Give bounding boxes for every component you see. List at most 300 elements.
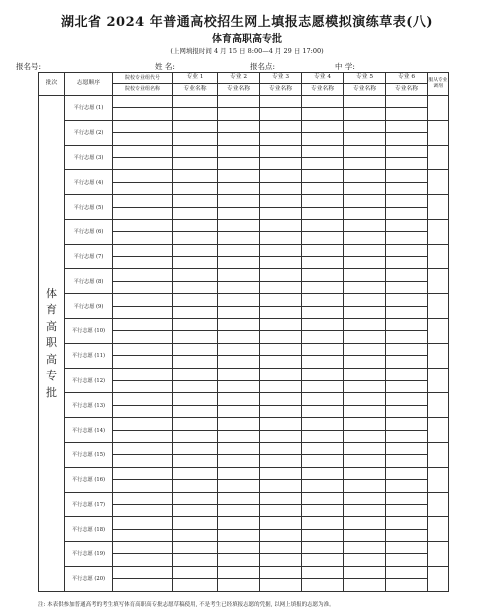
major-name-field[interactable] [386, 381, 428, 393]
major-code-field[interactable] [260, 170, 302, 182]
major-name-field[interactable] [344, 480, 386, 492]
major-code-field[interactable] [302, 170, 344, 182]
major-name-field[interactable] [302, 356, 344, 368]
major-name-field[interactable] [218, 455, 260, 467]
major-code-field[interactable] [344, 195, 386, 207]
major-name-field[interactable] [386, 356, 428, 368]
major-name-field[interactable] [260, 381, 302, 393]
major-name-field[interactable] [344, 430, 386, 442]
major-name-field[interactable] [302, 133, 344, 145]
major-code-field[interactable] [173, 219, 218, 231]
major-name-field[interactable] [302, 281, 344, 293]
major-name-field[interactable] [218, 554, 260, 566]
major-name-field[interactable] [302, 257, 344, 269]
major-name-field[interactable] [173, 306, 218, 318]
major-name-field[interactable] [260, 405, 302, 417]
group-name-field[interactable] [113, 133, 173, 145]
major-code-field[interactable] [173, 269, 218, 281]
major-code-field[interactable] [344, 517, 386, 529]
major-name-field[interactable] [173, 157, 218, 169]
major-code-field[interactable] [173, 145, 218, 157]
major-code-field[interactable] [218, 418, 260, 430]
major-name-field[interactable] [173, 281, 218, 293]
group-name-field[interactable] [113, 356, 173, 368]
adjust-field[interactable] [428, 244, 449, 269]
major-code-field[interactable] [302, 393, 344, 405]
major-code-field[interactable] [302, 96, 344, 108]
group-name-field[interactable] [113, 257, 173, 269]
major-code-field[interactable] [302, 294, 344, 306]
major-name-field[interactable] [302, 232, 344, 244]
major-code-field[interactable] [386, 294, 428, 306]
major-code-field[interactable] [260, 542, 302, 554]
group-code-field[interactable] [113, 269, 173, 281]
major-name-field[interactable] [260, 108, 302, 120]
major-name-field[interactable] [218, 430, 260, 442]
major-code-field[interactable] [260, 195, 302, 207]
major-code-field[interactable] [302, 492, 344, 504]
group-code-field[interactable] [113, 145, 173, 157]
major-name-field[interactable] [260, 579, 302, 592]
major-code-field[interactable] [218, 219, 260, 231]
major-code-field[interactable] [302, 517, 344, 529]
group-code-field[interactable] [113, 542, 173, 554]
adjust-field[interactable] [428, 542, 449, 567]
major-name-field[interactable] [218, 529, 260, 541]
major-code-field[interactable] [344, 566, 386, 578]
adjust-field[interactable] [428, 294, 449, 319]
major-code-field[interactable] [218, 368, 260, 380]
major-name-field[interactable] [218, 232, 260, 244]
major-code-field[interactable] [173, 393, 218, 405]
major-name-field[interactable] [218, 331, 260, 343]
major-code-field[interactable] [260, 294, 302, 306]
major-name-field[interactable] [302, 579, 344, 592]
major-code-field[interactable] [344, 418, 386, 430]
major-code-field[interactable] [218, 442, 260, 454]
major-code-field[interactable] [173, 517, 218, 529]
major-code-field[interactable] [386, 120, 428, 132]
major-code-field[interactable] [218, 269, 260, 281]
major-code-field[interactable] [260, 517, 302, 529]
major-code-field[interactable] [302, 120, 344, 132]
major-name-field[interactable] [302, 455, 344, 467]
major-name-field[interactable] [386, 529, 428, 541]
group-name-field[interactable] [113, 157, 173, 169]
major-code-field[interactable] [344, 319, 386, 331]
major-code-field[interactable] [302, 368, 344, 380]
major-code-field[interactable] [344, 170, 386, 182]
major-name-field[interactable] [386, 281, 428, 293]
major-code-field[interactable] [218, 393, 260, 405]
adjust-field[interactable] [428, 96, 449, 121]
major-name-field[interactable] [302, 504, 344, 516]
major-code-field[interactable] [344, 467, 386, 479]
major-name-field[interactable] [173, 182, 218, 194]
major-code-field[interactable] [218, 467, 260, 479]
adjust-field[interactable] [428, 319, 449, 344]
major-name-field[interactable] [302, 554, 344, 566]
major-code-field[interactable] [302, 467, 344, 479]
group-code-field[interactable] [113, 120, 173, 132]
adjust-field[interactable] [428, 368, 449, 393]
adjust-field[interactable] [428, 195, 449, 220]
major-code-field[interactable] [260, 566, 302, 578]
major-name-field[interactable] [386, 480, 428, 492]
group-name-field[interactable] [113, 554, 173, 566]
major-code-field[interactable] [386, 343, 428, 355]
major-code-field[interactable] [173, 542, 218, 554]
major-code-field[interactable] [386, 269, 428, 281]
major-name-field[interactable] [344, 579, 386, 592]
group-code-field[interactable] [113, 195, 173, 207]
major-code-field[interactable] [344, 96, 386, 108]
major-code-field[interactable] [173, 319, 218, 331]
major-code-field[interactable] [344, 120, 386, 132]
major-code-field[interactable] [386, 517, 428, 529]
major-name-field[interactable] [260, 455, 302, 467]
major-name-field[interactable] [386, 455, 428, 467]
major-name-field[interactable] [173, 133, 218, 145]
major-name-field[interactable] [260, 207, 302, 219]
group-name-field[interactable] [113, 455, 173, 467]
adjust-field[interactable] [428, 219, 449, 244]
major-name-field[interactable] [173, 331, 218, 343]
adjust-field[interactable] [428, 145, 449, 170]
major-code-field[interactable] [302, 319, 344, 331]
major-name-field[interactable] [302, 157, 344, 169]
major-name-field[interactable] [386, 232, 428, 244]
group-code-field[interactable] [113, 492, 173, 504]
adjust-field[interactable] [428, 393, 449, 418]
major-name-field[interactable] [344, 133, 386, 145]
major-name-field[interactable] [218, 480, 260, 492]
group-code-field[interactable] [113, 467, 173, 479]
major-code-field[interactable] [386, 195, 428, 207]
group-name-field[interactable] [113, 529, 173, 541]
major-code-field[interactable] [386, 542, 428, 554]
major-name-field[interactable] [386, 207, 428, 219]
major-name-field[interactable] [218, 381, 260, 393]
major-code-field[interactable] [344, 219, 386, 231]
major-code-field[interactable] [386, 442, 428, 454]
major-name-field[interactable] [260, 529, 302, 541]
major-name-field[interactable] [386, 579, 428, 592]
adjust-field[interactable] [428, 120, 449, 145]
major-name-field[interactable] [218, 579, 260, 592]
group-name-field[interactable] [113, 108, 173, 120]
major-name-field[interactable] [386, 133, 428, 145]
major-code-field[interactable] [386, 566, 428, 578]
adjust-field[interactable] [428, 467, 449, 492]
major-name-field[interactable] [260, 306, 302, 318]
major-name-field[interactable] [344, 331, 386, 343]
major-code-field[interactable] [260, 319, 302, 331]
major-code-field[interactable] [386, 319, 428, 331]
major-code-field[interactable] [218, 244, 260, 256]
major-code-field[interactable] [344, 269, 386, 281]
group-code-field[interactable] [113, 517, 173, 529]
major-code-field[interactable] [302, 442, 344, 454]
group-code-field[interactable] [113, 319, 173, 331]
major-code-field[interactable] [173, 343, 218, 355]
major-code-field[interactable] [302, 244, 344, 256]
major-code-field[interactable] [260, 467, 302, 479]
major-name-field[interactable] [173, 381, 218, 393]
major-code-field[interactable] [344, 542, 386, 554]
major-code-field[interactable] [302, 195, 344, 207]
group-code-field[interactable] [113, 418, 173, 430]
group-code-field[interactable] [113, 170, 173, 182]
major-code-field[interactable] [260, 368, 302, 380]
group-name-field[interactable] [113, 281, 173, 293]
major-code-field[interactable] [173, 294, 218, 306]
major-code-field[interactable] [173, 195, 218, 207]
major-code-field[interactable] [386, 170, 428, 182]
major-name-field[interactable] [260, 480, 302, 492]
major-code-field[interactable] [260, 96, 302, 108]
major-code-field[interactable] [302, 269, 344, 281]
major-code-field[interactable] [218, 120, 260, 132]
major-code-field[interactable] [386, 467, 428, 479]
major-name-field[interactable] [173, 554, 218, 566]
major-code-field[interactable] [344, 442, 386, 454]
major-name-field[interactable] [218, 207, 260, 219]
major-code-field[interactable] [260, 393, 302, 405]
major-name-field[interactable] [386, 430, 428, 442]
major-code-field[interactable] [173, 170, 218, 182]
major-name-field[interactable] [173, 430, 218, 442]
group-code-field[interactable] [113, 566, 173, 578]
major-name-field[interactable] [173, 232, 218, 244]
group-name-field[interactable] [113, 182, 173, 194]
major-code-field[interactable] [386, 393, 428, 405]
major-name-field[interactable] [260, 430, 302, 442]
major-name-field[interactable] [218, 133, 260, 145]
major-name-field[interactable] [218, 306, 260, 318]
group-name-field[interactable] [113, 381, 173, 393]
adjust-field[interactable] [428, 442, 449, 467]
major-name-field[interactable] [386, 182, 428, 194]
major-code-field[interactable] [302, 343, 344, 355]
major-name-field[interactable] [344, 108, 386, 120]
major-name-field[interactable] [302, 529, 344, 541]
major-name-field[interactable] [260, 182, 302, 194]
major-code-field[interactable] [173, 96, 218, 108]
major-name-field[interactable] [344, 157, 386, 169]
major-name-field[interactable] [386, 157, 428, 169]
major-code-field[interactable] [260, 418, 302, 430]
adjust-field[interactable] [428, 566, 449, 591]
major-code-field[interactable] [218, 170, 260, 182]
major-name-field[interactable] [302, 381, 344, 393]
major-code-field[interactable] [218, 492, 260, 504]
major-code-field[interactable] [344, 492, 386, 504]
major-name-field[interactable] [173, 529, 218, 541]
major-code-field[interactable] [260, 120, 302, 132]
major-code-field[interactable] [260, 145, 302, 157]
major-name-field[interactable] [344, 207, 386, 219]
major-code-field[interactable] [386, 244, 428, 256]
major-code-field[interactable] [173, 442, 218, 454]
major-code-field[interactable] [386, 418, 428, 430]
major-name-field[interactable] [218, 504, 260, 516]
major-code-field[interactable] [386, 492, 428, 504]
group-name-field[interactable] [113, 504, 173, 516]
major-name-field[interactable] [260, 157, 302, 169]
major-name-field[interactable] [218, 257, 260, 269]
major-name-field[interactable] [386, 108, 428, 120]
major-name-field[interactable] [386, 554, 428, 566]
major-name-field[interactable] [218, 182, 260, 194]
major-name-field[interactable] [173, 579, 218, 592]
major-name-field[interactable] [344, 257, 386, 269]
major-name-field[interactable] [302, 108, 344, 120]
major-code-field[interactable] [344, 368, 386, 380]
major-code-field[interactable] [173, 492, 218, 504]
major-name-field[interactable] [173, 207, 218, 219]
adjust-field[interactable] [428, 343, 449, 368]
major-name-field[interactable] [260, 257, 302, 269]
major-name-field[interactable] [344, 455, 386, 467]
major-name-field[interactable] [218, 157, 260, 169]
major-name-field[interactable] [344, 232, 386, 244]
adjust-field[interactable] [428, 418, 449, 443]
major-name-field[interactable] [344, 381, 386, 393]
major-code-field[interactable] [344, 393, 386, 405]
major-code-field[interactable] [386, 368, 428, 380]
adjust-field[interactable] [428, 517, 449, 542]
major-name-field[interactable] [173, 480, 218, 492]
major-name-field[interactable] [260, 331, 302, 343]
major-name-field[interactable] [386, 257, 428, 269]
major-code-field[interactable] [302, 418, 344, 430]
major-code-field[interactable] [344, 244, 386, 256]
major-code-field[interactable] [173, 566, 218, 578]
major-name-field[interactable] [344, 182, 386, 194]
adjust-field[interactable] [428, 492, 449, 517]
major-name-field[interactable] [260, 133, 302, 145]
major-name-field[interactable] [260, 504, 302, 516]
major-name-field[interactable] [218, 356, 260, 368]
major-name-field[interactable] [344, 306, 386, 318]
major-code-field[interactable] [218, 294, 260, 306]
major-name-field[interactable] [260, 232, 302, 244]
group-name-field[interactable] [113, 480, 173, 492]
major-name-field[interactable] [386, 306, 428, 318]
major-code-field[interactable] [173, 467, 218, 479]
major-code-field[interactable] [260, 492, 302, 504]
major-code-field[interactable] [386, 219, 428, 231]
group-code-field[interactable] [113, 219, 173, 231]
major-code-field[interactable] [386, 145, 428, 157]
group-code-field[interactable] [113, 368, 173, 380]
major-name-field[interactable] [344, 554, 386, 566]
major-name-field[interactable] [302, 405, 344, 417]
major-code-field[interactable] [173, 120, 218, 132]
major-name-field[interactable] [173, 356, 218, 368]
major-name-field[interactable] [260, 554, 302, 566]
major-code-field[interactable] [302, 566, 344, 578]
major-name-field[interactable] [344, 356, 386, 368]
major-name-field[interactable] [302, 331, 344, 343]
major-code-field[interactable] [260, 343, 302, 355]
major-name-field[interactable] [302, 480, 344, 492]
major-code-field[interactable] [344, 145, 386, 157]
group-name-field[interactable] [113, 430, 173, 442]
major-code-field[interactable] [344, 294, 386, 306]
major-code-field[interactable] [218, 195, 260, 207]
major-code-field[interactable] [302, 542, 344, 554]
major-name-field[interactable] [260, 281, 302, 293]
major-code-field[interactable] [218, 319, 260, 331]
group-code-field[interactable] [113, 294, 173, 306]
adjust-field[interactable] [428, 269, 449, 294]
major-name-field[interactable] [386, 405, 428, 417]
major-code-field[interactable] [260, 442, 302, 454]
group-code-field[interactable] [113, 96, 173, 108]
major-name-field[interactable] [344, 504, 386, 516]
major-code-field[interactable] [173, 368, 218, 380]
major-name-field[interactable] [218, 108, 260, 120]
major-code-field[interactable] [302, 145, 344, 157]
major-code-field[interactable] [260, 244, 302, 256]
group-name-field[interactable] [113, 405, 173, 417]
major-code-field[interactable] [218, 566, 260, 578]
major-name-field[interactable] [344, 281, 386, 293]
major-name-field[interactable] [260, 356, 302, 368]
major-code-field[interactable] [173, 244, 218, 256]
major-name-field[interactable] [218, 405, 260, 417]
major-code-field[interactable] [218, 343, 260, 355]
major-name-field[interactable] [173, 257, 218, 269]
major-code-field[interactable] [218, 96, 260, 108]
major-code-field[interactable] [173, 418, 218, 430]
major-name-field[interactable] [173, 108, 218, 120]
major-name-field[interactable] [173, 504, 218, 516]
major-code-field[interactable] [344, 343, 386, 355]
major-name-field[interactable] [386, 504, 428, 516]
major-code-field[interactable] [260, 269, 302, 281]
major-name-field[interactable] [302, 306, 344, 318]
major-name-field[interactable] [302, 430, 344, 442]
group-name-field[interactable] [113, 579, 173, 592]
group-code-field[interactable] [113, 244, 173, 256]
group-code-field[interactable] [113, 393, 173, 405]
major-name-field[interactable] [302, 182, 344, 194]
major-code-field[interactable] [218, 542, 260, 554]
major-code-field[interactable] [218, 145, 260, 157]
group-name-field[interactable] [113, 232, 173, 244]
major-name-field[interactable] [386, 331, 428, 343]
major-code-field[interactable] [260, 219, 302, 231]
adjust-field[interactable] [428, 170, 449, 195]
group-name-field[interactable] [113, 306, 173, 318]
group-code-field[interactable] [113, 442, 173, 454]
major-name-field[interactable] [173, 405, 218, 417]
major-code-field[interactable] [218, 517, 260, 529]
major-code-field[interactable] [386, 96, 428, 108]
major-name-field[interactable] [344, 405, 386, 417]
major-name-field[interactable] [173, 455, 218, 467]
major-name-field[interactable] [344, 529, 386, 541]
group-name-field[interactable] [113, 207, 173, 219]
major-name-field[interactable] [218, 281, 260, 293]
group-name-field[interactable] [113, 331, 173, 343]
major-name-field[interactable] [302, 207, 344, 219]
major-code-field[interactable] [302, 219, 344, 231]
group-code-field[interactable] [113, 343, 173, 355]
